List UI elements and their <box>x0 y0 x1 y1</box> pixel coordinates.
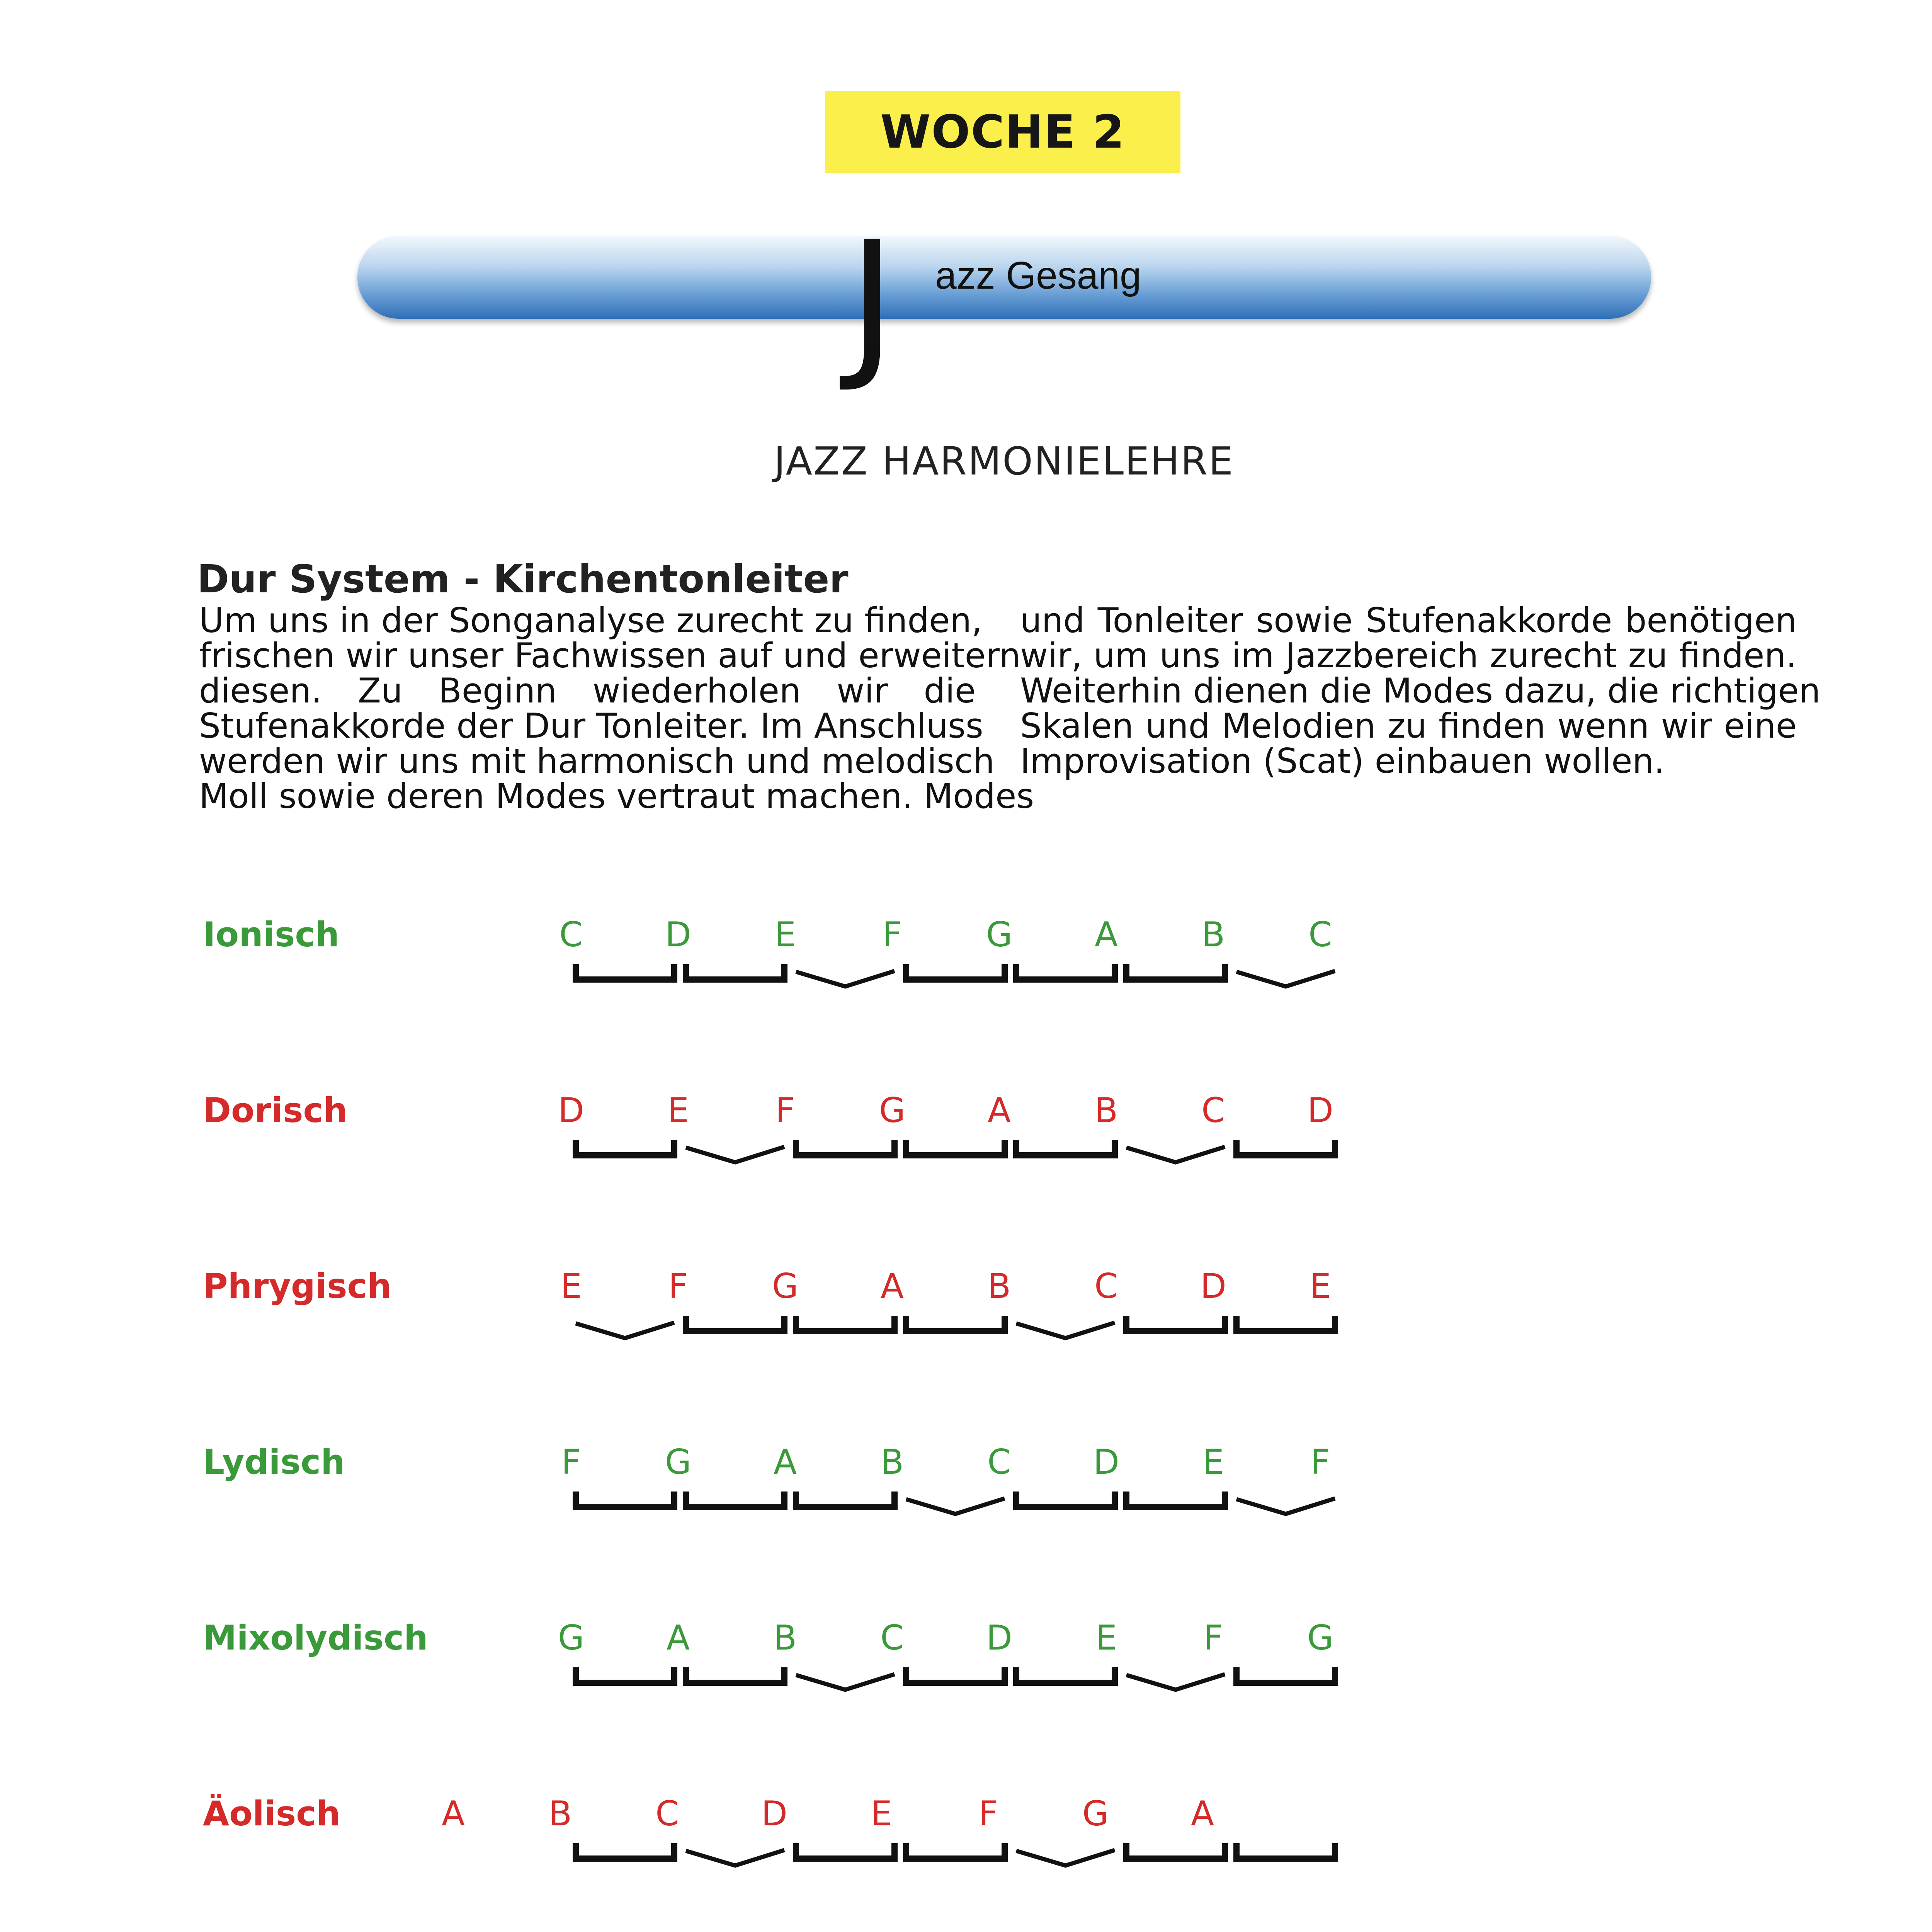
whole-step-bracket <box>686 1492 784 1507</box>
whole-step-bracket <box>1016 1140 1115 1155</box>
whole-step-bracket <box>686 964 784 980</box>
whole-step-bracket <box>906 1316 1005 1331</box>
note-label: G <box>772 1266 799 1306</box>
note-label: D <box>1093 1442 1119 1482</box>
note-label: E <box>560 1266 582 1306</box>
note-label: C <box>1094 1266 1118 1306</box>
whole-step-bracket <box>576 1667 674 1683</box>
note-label: D <box>1200 1266 1226 1306</box>
whole-step-bracket <box>906 1843 1005 1859</box>
whole-step-bracket <box>1126 964 1225 980</box>
text-line: wir, um uns im Jazzbereich zurecht zu finden. <box>1020 636 1797 675</box>
note-label: F <box>668 1266 688 1306</box>
note-label: F <box>1310 1442 1330 1482</box>
note-label: D <box>761 1794 787 1833</box>
half-step-bracket <box>906 1498 1005 1514</box>
mode-name: Phrygisch <box>203 1266 392 1306</box>
half-step-bracket <box>1236 971 1335 986</box>
whole-step-bracket <box>1236 1843 1335 1859</box>
whole-step-bracket <box>796 1843 895 1859</box>
section-title: Dur System - Kirchentonleiter <box>197 556 849 602</box>
whole-step-bracket <box>796 1492 895 1507</box>
page-subtitle: JAZZ HARMONIELEHRE <box>774 439 1235 484</box>
whole-step-bracket <box>906 1140 1005 1155</box>
week-label: WOCHE 2 <box>880 105 1125 158</box>
note-label: E <box>1202 1442 1224 1482</box>
text-line: Um uns in der Songanalyse zurecht zu finden, <box>199 600 983 640</box>
note-label: G <box>558 1618 585 1658</box>
note-label: D <box>1307 1090 1333 1130</box>
mode-name: Dorisch <box>203 1090 348 1130</box>
note-label: D <box>665 915 691 954</box>
mode-name: Mixolydisch <box>203 1618 428 1658</box>
half-step-bracket <box>1016 1850 1115 1866</box>
whole-step-bracket <box>906 964 1005 980</box>
text-line: Weiterhin dienen die Modes dazu, die richtigen <box>1020 671 1821 711</box>
text-line: Improvisation (Scat) einbauen wollen. <box>1020 741 1665 781</box>
note-label: B <box>548 1794 572 1833</box>
half-step-bracket <box>576 1323 674 1338</box>
note-label: A <box>1094 915 1118 954</box>
mode-name: Lydisch <box>203 1442 345 1482</box>
note-label: B <box>1201 915 1225 954</box>
whole-step-bracket <box>1016 1492 1115 1507</box>
note-label: A <box>1190 1794 1214 1833</box>
note-label: A <box>666 1618 690 1658</box>
whole-step-bracket <box>576 964 674 980</box>
text-line: werden wir uns mit harmonisch und melodisch <box>199 741 995 781</box>
note-label: D <box>986 1618 1012 1658</box>
whole-step-bracket <box>1236 1667 1335 1683</box>
whole-step-bracket <box>1016 1667 1115 1683</box>
half-step-bracket <box>1126 1147 1225 1162</box>
note-label: G <box>665 1442 692 1482</box>
text-line: frischen wir unser Fachwissen auf und erweitern <box>199 636 1021 675</box>
note-label: E <box>1095 1618 1117 1658</box>
note-label: E <box>871 1794 892 1833</box>
note-label: A <box>987 1090 1011 1130</box>
half-step-bracket <box>686 1147 784 1162</box>
note-label: E <box>1310 1266 1331 1306</box>
note-label: G <box>1307 1618 1334 1658</box>
note-label: G <box>986 915 1013 954</box>
note-label: E <box>667 1090 689 1130</box>
note-label: B <box>1094 1090 1118 1130</box>
note-label: G <box>1082 1794 1109 1833</box>
note-label: F <box>978 1794 998 1833</box>
half-step-bracket <box>1236 1498 1335 1514</box>
mode-name: Äolisch <box>203 1794 341 1833</box>
text-line: diesen. Zu Beginn wiederholen wir die <box>199 671 976 711</box>
note-label: A <box>773 1442 797 1482</box>
note-label: B <box>880 1442 904 1482</box>
note-label: C <box>987 1442 1011 1482</box>
half-step-bracket <box>1016 1323 1115 1338</box>
note-label: C <box>1201 1090 1225 1130</box>
note-label: F <box>561 1442 581 1482</box>
note-label: A <box>880 1266 904 1306</box>
whole-step-bracket <box>576 1140 674 1155</box>
text-line: und Tonleiter sowie Stufenakkorde benötigen <box>1020 600 1797 640</box>
note-label: C <box>1308 915 1332 954</box>
note-label: B <box>773 1618 797 1658</box>
whole-step-bracket <box>576 1492 674 1507</box>
half-step-bracket <box>796 1674 895 1690</box>
mode-name: Ionisch <box>203 915 340 954</box>
whole-step-bracket <box>906 1667 1005 1683</box>
whole-step-bracket <box>1236 1316 1335 1331</box>
note-label: D <box>558 1090 584 1130</box>
whole-step-bracket <box>1016 964 1115 980</box>
whole-step-bracket <box>686 1316 784 1331</box>
note-label: C <box>559 915 583 954</box>
whole-step-bracket <box>796 1140 895 1155</box>
whole-step-bracket <box>686 1667 784 1683</box>
note-label: A <box>441 1794 465 1833</box>
whole-step-bracket <box>796 1316 895 1331</box>
note-label: B <box>987 1266 1011 1306</box>
note-label: C <box>880 1618 904 1658</box>
note-label: F <box>882 915 902 954</box>
note-label: C <box>655 1794 679 1833</box>
note-label: G <box>879 1090 906 1130</box>
banner-initial: J <box>848 207 896 396</box>
note-label: E <box>774 915 796 954</box>
whole-step-bracket <box>1126 1492 1225 1507</box>
whole-step-bracket <box>1126 1843 1225 1859</box>
text-line: Moll sowie deren Modes vertraut machen. Modes <box>199 776 1034 816</box>
whole-step-bracket <box>1126 1316 1225 1331</box>
half-step-bracket <box>796 971 895 986</box>
half-step-bracket <box>686 1850 784 1866</box>
note-label: F <box>1203 1618 1223 1658</box>
note-label: F <box>775 1090 795 1130</box>
half-step-bracket <box>1126 1674 1225 1690</box>
banner-title: azz Gesang <box>935 254 1141 297</box>
text-line: Stufenakkorde der Dur Tonleiter. Im Anschluss <box>199 706 983 746</box>
text-line: Skalen und Melodien zu finden wenn wir eine <box>1020 706 1797 746</box>
whole-step-bracket <box>576 1843 674 1859</box>
whole-step-bracket <box>1236 1140 1335 1155</box>
